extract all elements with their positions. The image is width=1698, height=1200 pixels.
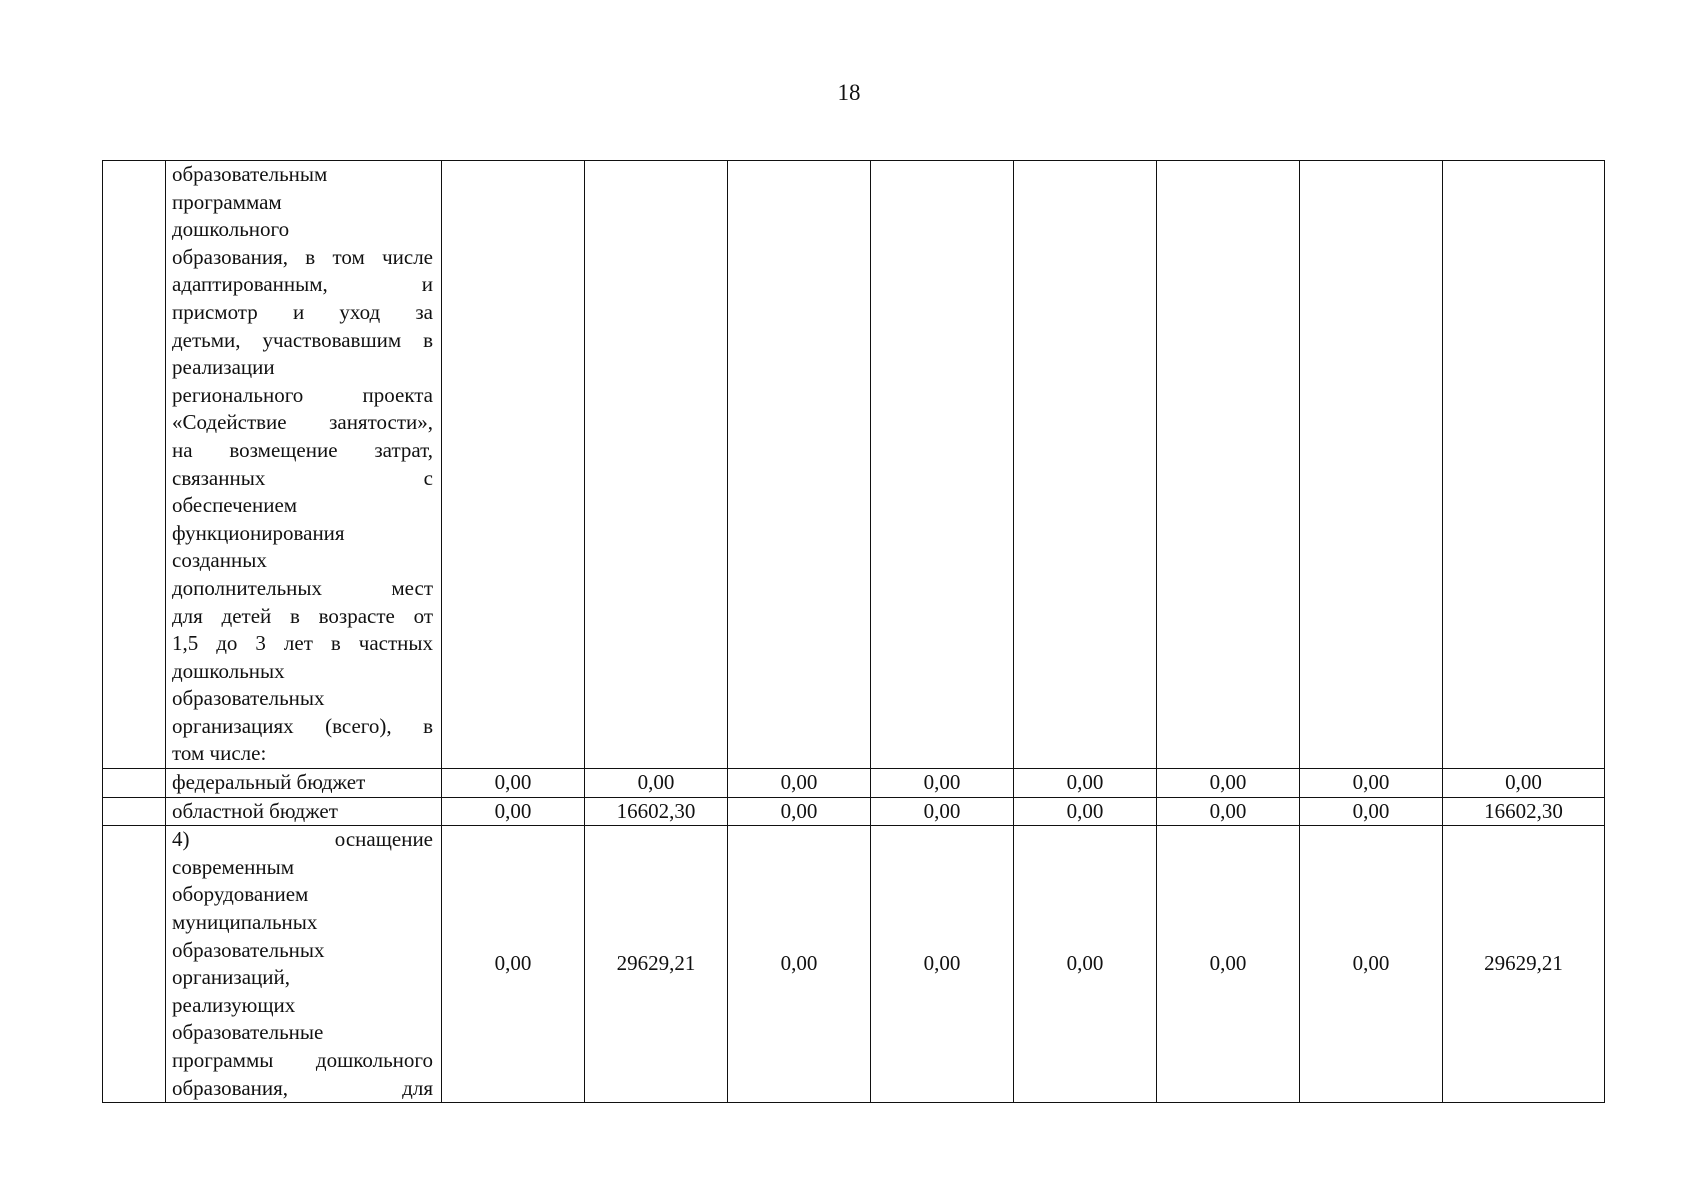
description-line: оборудованием [172,882,309,907]
value-cell: 0,00 [1157,826,1300,1103]
description-line: детьми, участвовавшим в [172,327,433,352]
table-row-regional-budget [103,797,1605,826]
value-cell: 0,00 [728,797,871,826]
description-line: программы дошкольного [172,1048,433,1072]
description-line: организаций, [172,965,290,990]
value-cell: 0,00 [728,769,871,798]
total-cell: 0,00 [1443,769,1605,798]
row-label: федеральный бюджет [166,769,442,798]
total-cell [1443,161,1605,769]
value-cell [728,161,871,769]
value-cell: 0,00 [1300,769,1443,798]
page-number: 18 [837,80,861,105]
value-cell: 0,00 [442,826,585,1103]
description-line: образовательных [172,937,325,962]
description-line: организациях (всего), в [172,713,433,738]
description-line: адаптированным, и [172,272,433,297]
description-line: 1,5 до 3 лет в частных [172,631,433,656]
value-cell: 0,00 [871,826,1014,1103]
table-row-continuation [103,161,1605,769]
row-description [166,161,442,769]
table-row-item-4 [103,826,1605,1103]
description-line: образовательные [172,1020,324,1045]
value-cell: 0,00 [1157,797,1300,826]
value-cell [871,161,1014,769]
value-cell: 0,00 [1014,797,1157,826]
value-cell: 0,00 [442,797,585,826]
description-line: современным [172,854,295,879]
description-line: программам [172,189,282,214]
description-line: образовательных [172,686,325,711]
description-line: муниципальных [172,910,318,935]
row-description [166,826,442,1103]
table-row-federal-budget [103,769,1605,798]
total-cell: 16602,30 [1443,797,1605,826]
value-cell: 29629,21 [585,826,728,1103]
description-line: функционирования [172,520,345,545]
description-line: дошкольного [172,217,290,242]
description-line: образования, для [172,1075,433,1100]
value-cell [585,161,728,769]
value-cell: 0,00 [871,769,1014,798]
value-cell [1300,161,1443,769]
value-cell: 0,00 [1014,769,1157,798]
row-label: областной бюджет [166,797,442,826]
value-cell: 0,00 [1300,826,1443,1103]
value-cell: 0,00 [1014,826,1157,1103]
description-line: «Содействие занятости», [172,410,433,435]
description-line: дошкольных [172,658,285,683]
description-line: созданных [172,548,267,573]
value-cell [1157,161,1300,769]
description-line: обеспечением [172,493,298,518]
value-cell: 0,00 [585,769,728,798]
total-cell: 29629,21 [1443,826,1605,1103]
row-number-cell [103,769,166,798]
value-cell: 0,00 [442,769,585,798]
value-cell: 16602,30 [585,797,728,826]
value-cell: 0,00 [1157,769,1300,798]
description-line: на возмещение затрат, [172,437,433,462]
value-cell: 0,00 [1300,797,1443,826]
value-cell [1014,161,1157,769]
description-line: дополнительных мест [172,575,433,600]
description-line: образовательным [172,162,328,186]
row-number-cell [103,161,166,769]
value-cell: 0,00 [728,826,871,1103]
description-line: реализации [172,355,275,380]
description-line: для детей в возрасте от [172,603,433,628]
description-line: том числе: [172,741,267,766]
description-line: 4) оснащение [172,827,433,852]
description-line: образования, в том числе [172,244,433,269]
description-line: связанных с [172,465,433,490]
value-cell [442,161,585,769]
description-line: реализующих [172,992,296,1017]
row-number-cell [103,826,166,1103]
description-line: присмотр и уход за [172,299,433,324]
description-line: регионального проекта [172,382,433,407]
budget-table [102,160,1605,1103]
value-cell: 0,00 [871,797,1014,826]
row-number-cell [103,797,166,826]
